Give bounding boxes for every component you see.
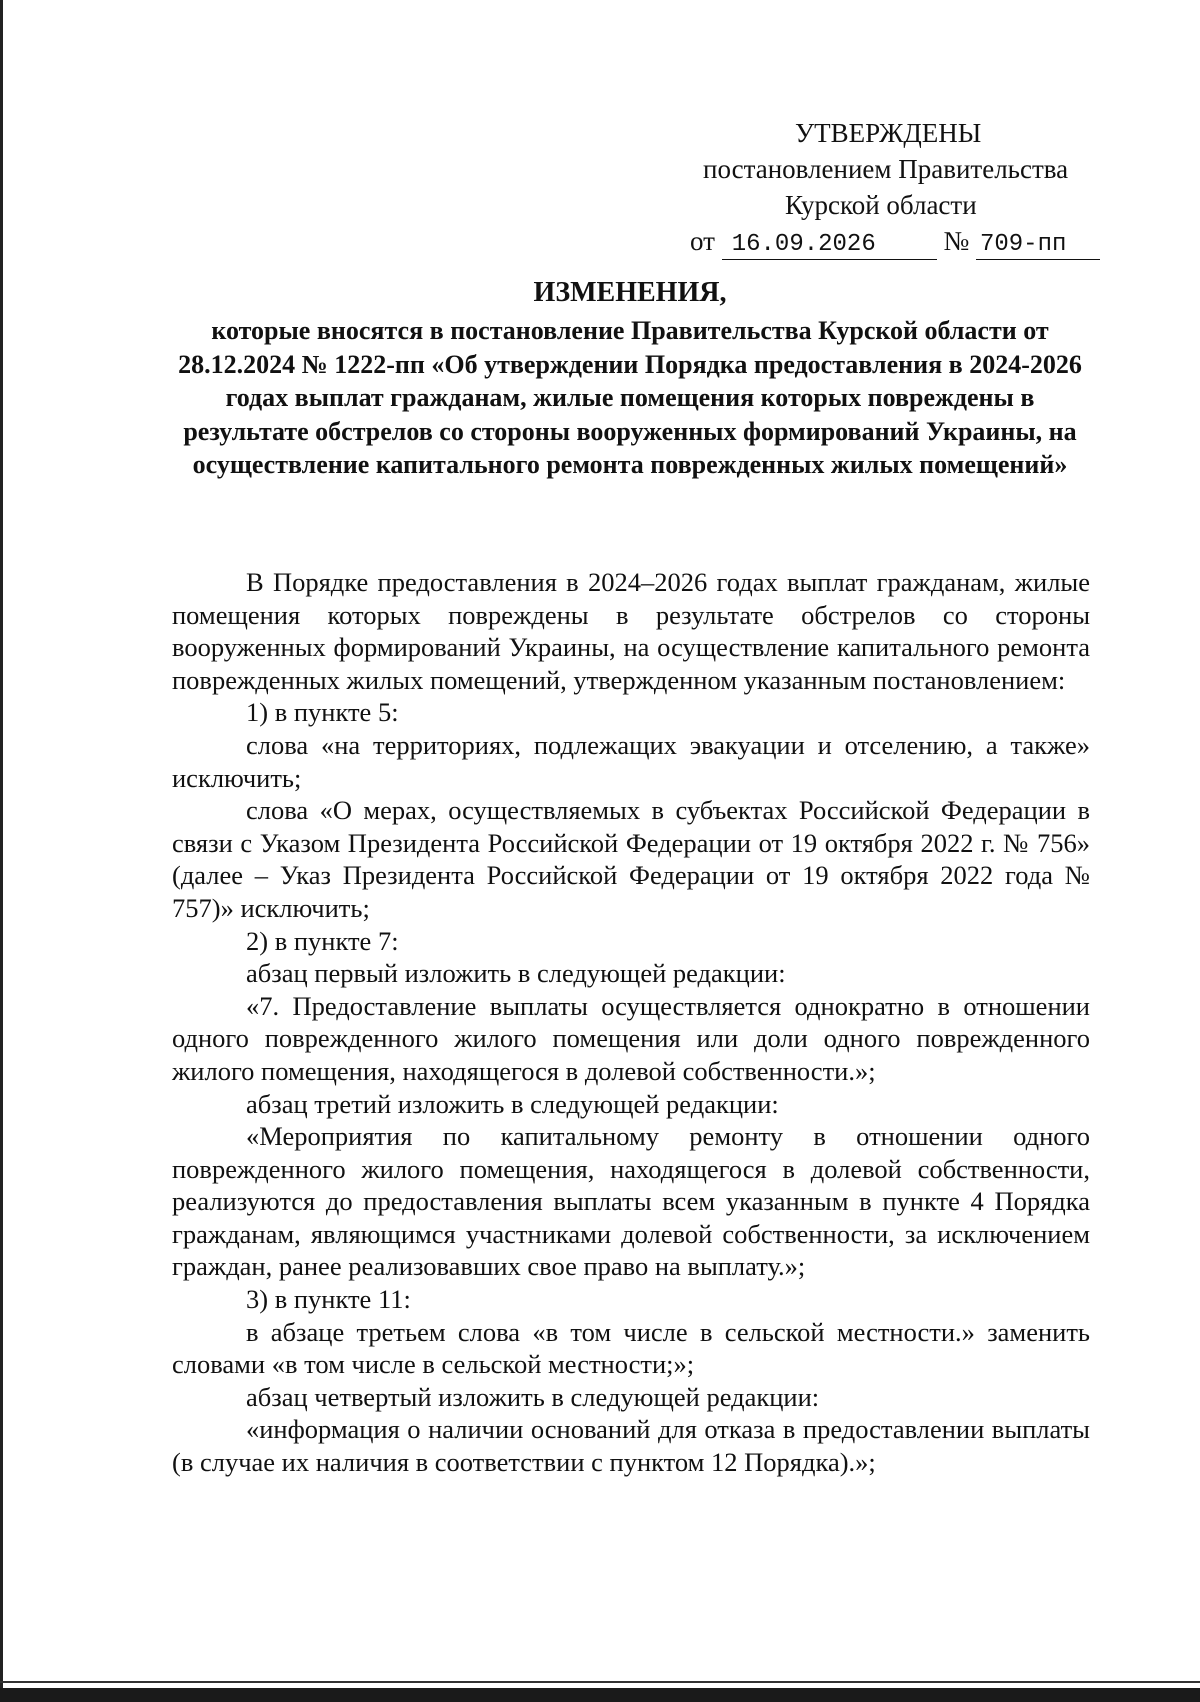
document-body <box>172 566 1090 1479</box>
approval-number: 709-пп <box>976 231 1100 260</box>
page-bottom-edge <box>0 1688 1200 1702</box>
body-paragraph: слова «на территориях, подлежащих эвакуации и отселению, а также» исключить; <box>172 729 1090 793</box>
number-prefix: № <box>943 226 970 256</box>
body-paragraph: в абзаце третьем слова «в том числе в сельской местности.» заменить словами «в том числе в сельской местности;»; <box>172 1316 1090 1380</box>
approval-date: 16.09.2026 <box>722 231 937 260</box>
approval-line-decree: постановлением Правительства <box>703 154 1069 184</box>
approval-title: УТВЕРЖДЕНЫ <box>795 118 982 148</box>
body-paragraph: 2) в пункте 7: <box>246 925 399 956</box>
body-paragraph: абзац первый изложить в следующей редакции: <box>246 958 786 989</box>
body-paragraph: «информация о наличии оснований для отказа в предоставлении выплаты (в случае их наличия в соответствии с пунктом 12 Порядка).»; <box>172 1414 1090 1478</box>
approval-date-line <box>680 223 1100 260</box>
document-heading <box>170 276 1090 482</box>
page-left-edge <box>0 0 3 1702</box>
body-paragraph: «7. Предоставление выплаты осуществляется однократно в отношении одного поврежденного жилого помещения или доли одного поврежденного жилого помещения, находящегося в долевой собственности.»; <box>172 990 1090 1086</box>
body-paragraph: «Мероприятия по капитальному ремонту в отношении одного поврежденного жилого помещения, находящегося в долевой собственности, реализуются до предоставления выплаты всем указанным в пункте 4 Порядка гражданам, являющимся участниками долевой собственности, за исключением граждан, ранее реализовавших свое право на выплату.»; <box>172 1121 1090 1282</box>
body-paragraph: 1) в пункте 5: <box>246 697 399 728</box>
body-paragraph: абзац третий изложить в следующей редакции: <box>246 1088 779 1119</box>
approval-block <box>680 115 1100 260</box>
heading-subtitle: которые вносятся в постановление Правительства Курской области от 28.12.2024 № 1222-пп «Об утверждении Порядка предоставления в 2024-2026 годах выплат гражданам, жилые помещения которых повреждены в результате обстрелов со стороны вооруженных формирований Украины, на осуществление капитального ремонта поврежденных жилых помещений» <box>178 316 1082 479</box>
body-paragraph: В Порядке предоставления в 2024–2026 годах выплат гражданам, жилые помещения которых повреждены в результате обстрелов со стороны вооруженных формирований Украины, на осуществление капитального ремонта поврежденных жилых помещений, утвержденном указанным постановлением: <box>172 567 1090 695</box>
heading-title: ИЗМЕНЕНИЯ, <box>533 277 727 308</box>
body-paragraph: 3) в пункте 11: <box>246 1284 411 1315</box>
body-paragraph: абзац четвертый изложить в следующей редакции: <box>246 1381 820 1412</box>
body-paragraph: слова «О мерах, осуществляемых в субъектах Российской Федерации в связи с Указом Президента Российской Федерации от 19 октября 2022 г. № 756» (далее – Указ Президента Российской Федерации от 19 октября 2022 года № 757)» исключить; <box>172 795 1090 923</box>
date-prefix: от <box>690 226 715 256</box>
approval-line-region: Курской области <box>785 190 977 220</box>
page-bottom-line <box>0 1681 1200 1683</box>
